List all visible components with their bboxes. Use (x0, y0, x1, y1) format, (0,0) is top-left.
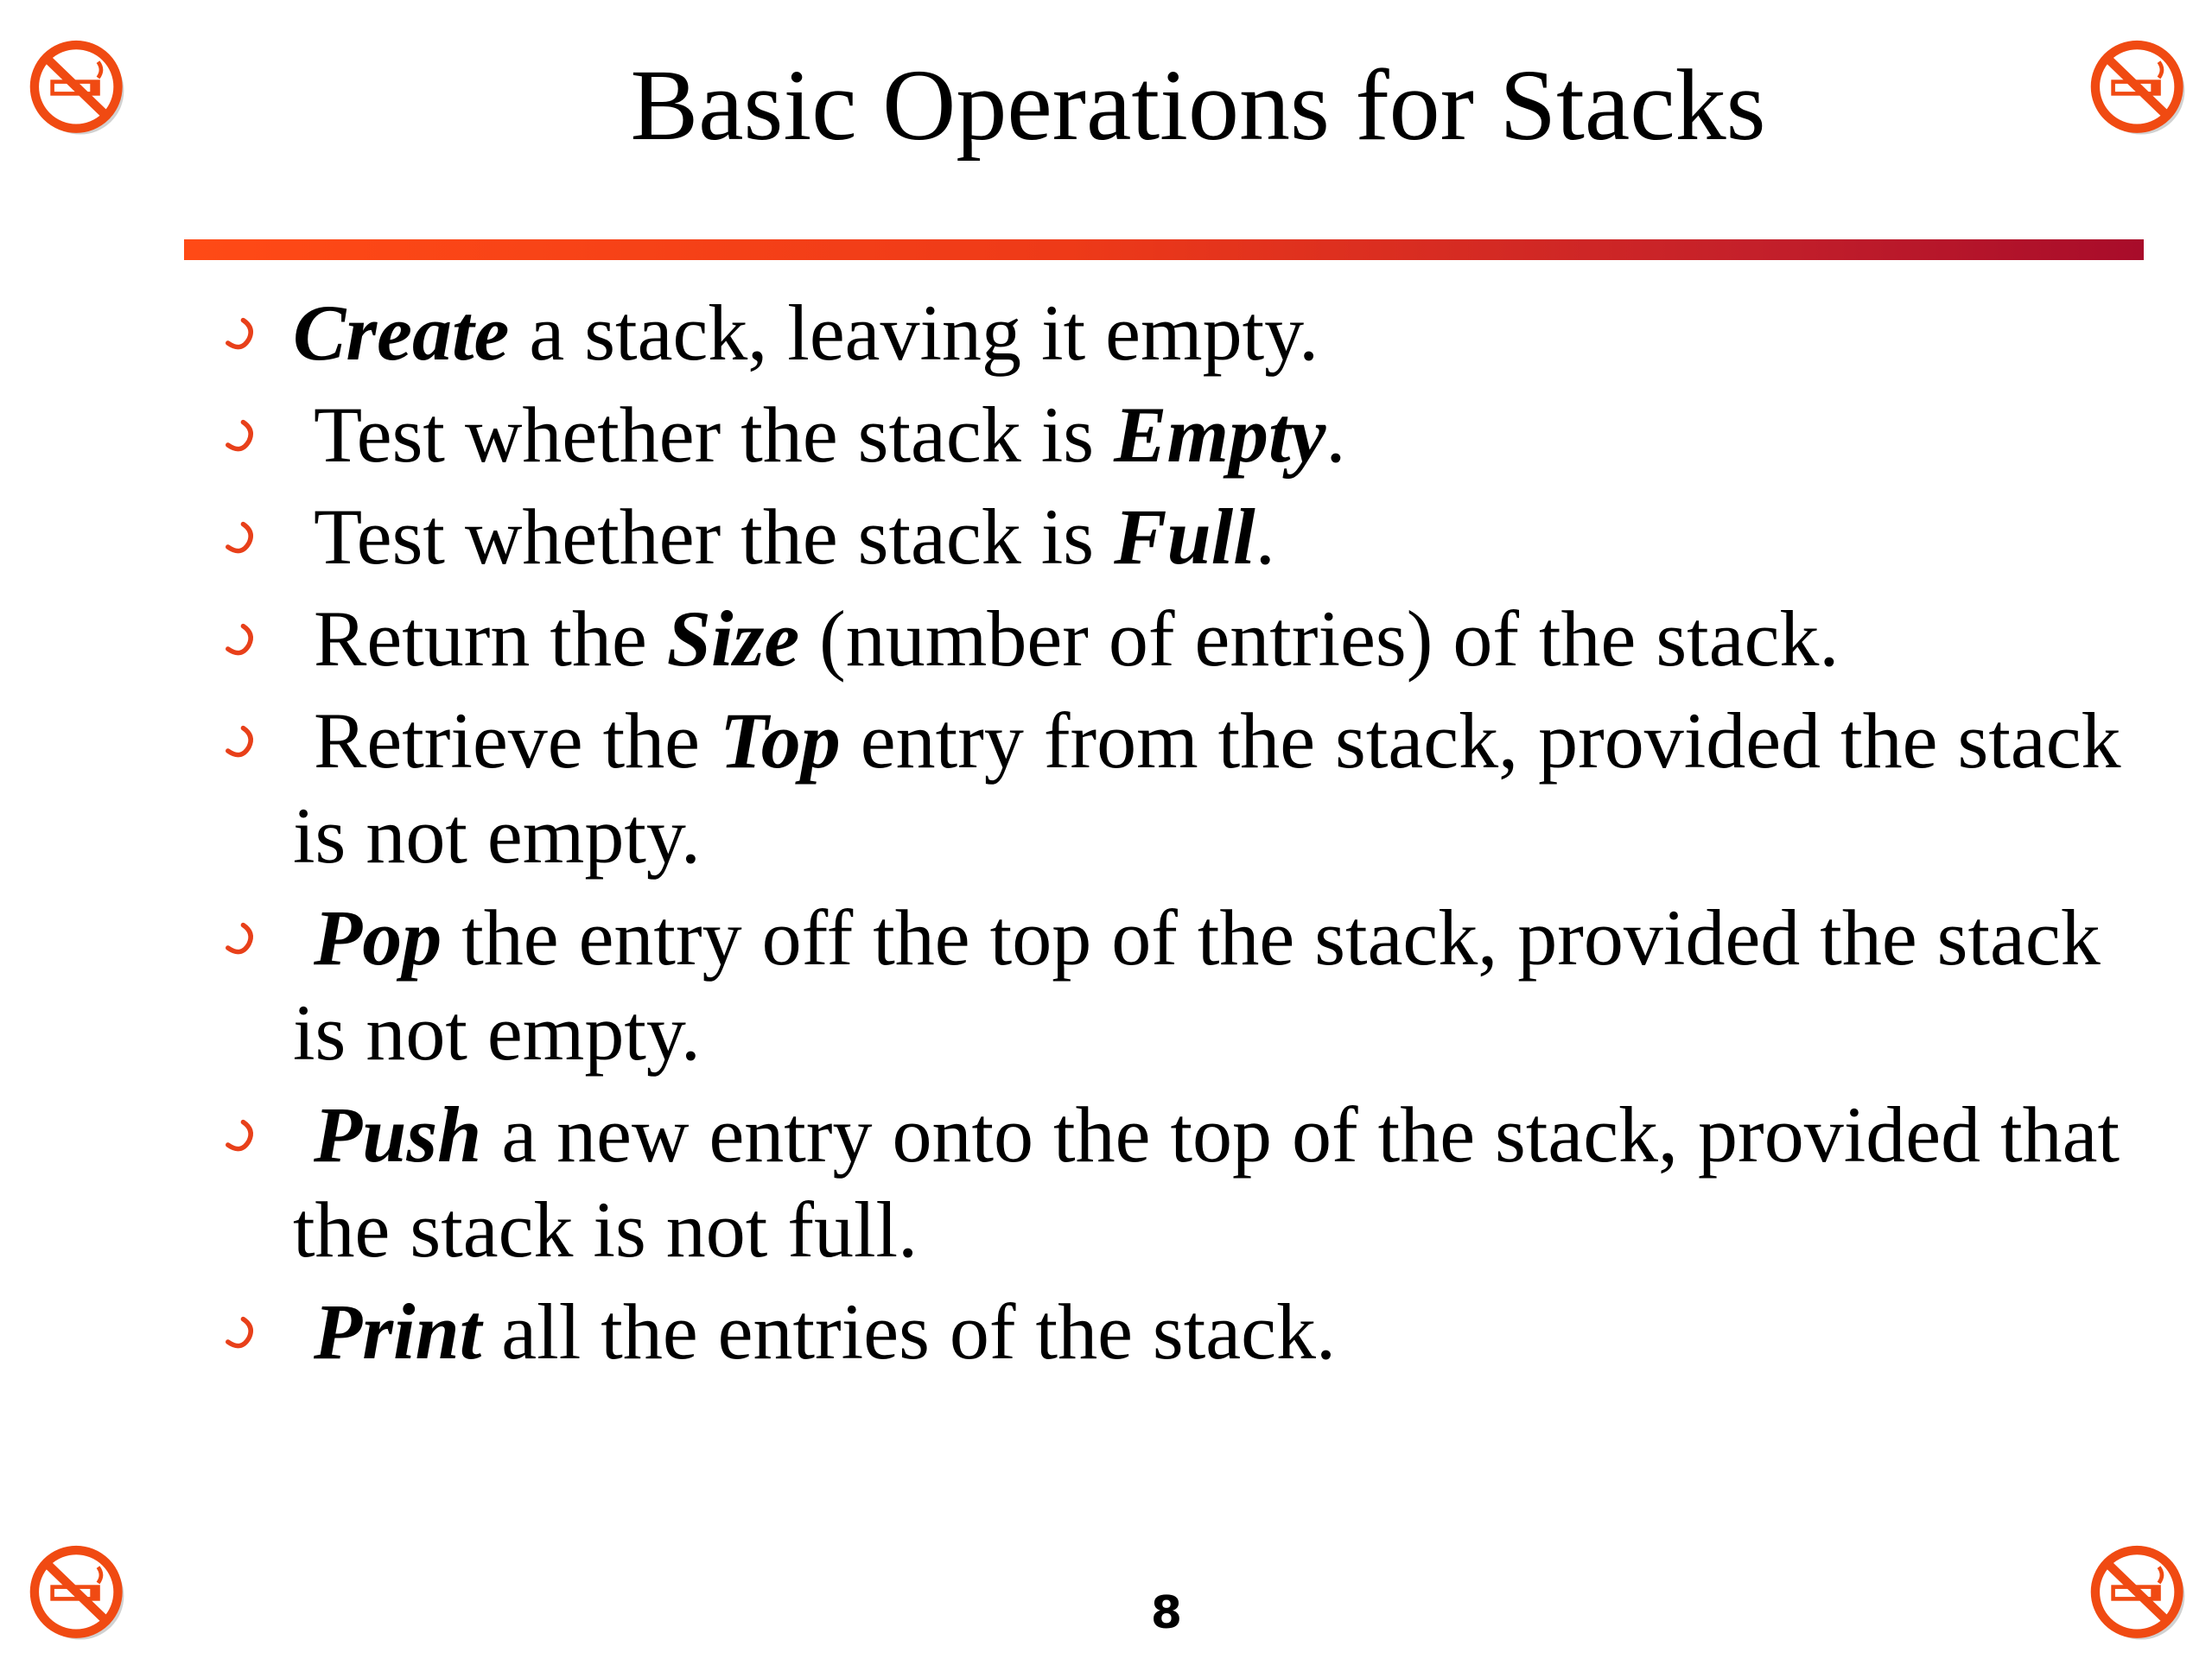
list-item (220, 591, 2156, 686)
bullet-keyword: Create (293, 289, 510, 377)
bullet-post: (number of entries) of the stack. (799, 594, 1840, 683)
bullet-keyword: Print (314, 1287, 482, 1376)
bullet-keyword: Push (314, 1090, 482, 1179)
bullet-pre (293, 893, 314, 982)
list-item (220, 1087, 2156, 1277)
bullet-post: entry from the stack, provided the stack is not empty. (293, 696, 2121, 880)
no-smoking-icon (29, 1543, 128, 1643)
list-item (220, 387, 2156, 482)
no-smoking-icon (2089, 1543, 2189, 1643)
curl-bullet-icon (220, 919, 258, 957)
list-item (220, 890, 2156, 1080)
bullet-post: . (1255, 493, 1275, 581)
curl-bullet-icon (220, 620, 258, 658)
bullet-pre: Test whether the stack is (314, 391, 1115, 479)
bullet-post: a stack, leaving it empty. (509, 289, 1319, 377)
bullet-pre: Retrieve the (314, 696, 721, 785)
slide-header (0, 0, 2212, 225)
curl-bullet-icon (220, 1313, 258, 1351)
list-item (220, 1284, 2156, 1379)
bullet-keyword: Full (1114, 493, 1255, 581)
curl-bullet-icon (220, 1116, 258, 1154)
bullet-keyword: Pop (314, 893, 442, 982)
bullet-post: all the entries of the stack. (481, 1287, 1336, 1376)
bullet-keyword: Size (666, 594, 800, 683)
curl-bullet-icon (220, 416, 258, 454)
list-item (220, 489, 2156, 584)
list-item (220, 693, 2156, 883)
bullet-pre: Test whether the stack is (314, 493, 1115, 581)
bullet-post: the entry off the top of the stack, provided the stack is not empty. (293, 893, 2101, 1077)
page-number: 8 (1150, 1587, 1183, 1639)
bullet-pre (293, 1090, 314, 1179)
bullet-post: . (1325, 391, 1346, 479)
title-divider (184, 239, 2144, 260)
bullet-list (220, 285, 2156, 1386)
bullet-pre (293, 1287, 314, 1376)
bullet-post: a new entry onto the top of the stack, provided that the stack is not full. (293, 1090, 2120, 1274)
curl-bullet-icon (220, 518, 258, 556)
curl-bullet-icon (220, 315, 258, 353)
bullet-keyword: Empty (1114, 391, 1326, 479)
slide-title: Basic Operations for Stacks (630, 48, 1766, 162)
bullet-pre: Return the (314, 594, 667, 683)
list-item (220, 285, 2156, 380)
curl-bullet-icon (220, 722, 258, 760)
bullet-keyword: Top (720, 696, 841, 785)
